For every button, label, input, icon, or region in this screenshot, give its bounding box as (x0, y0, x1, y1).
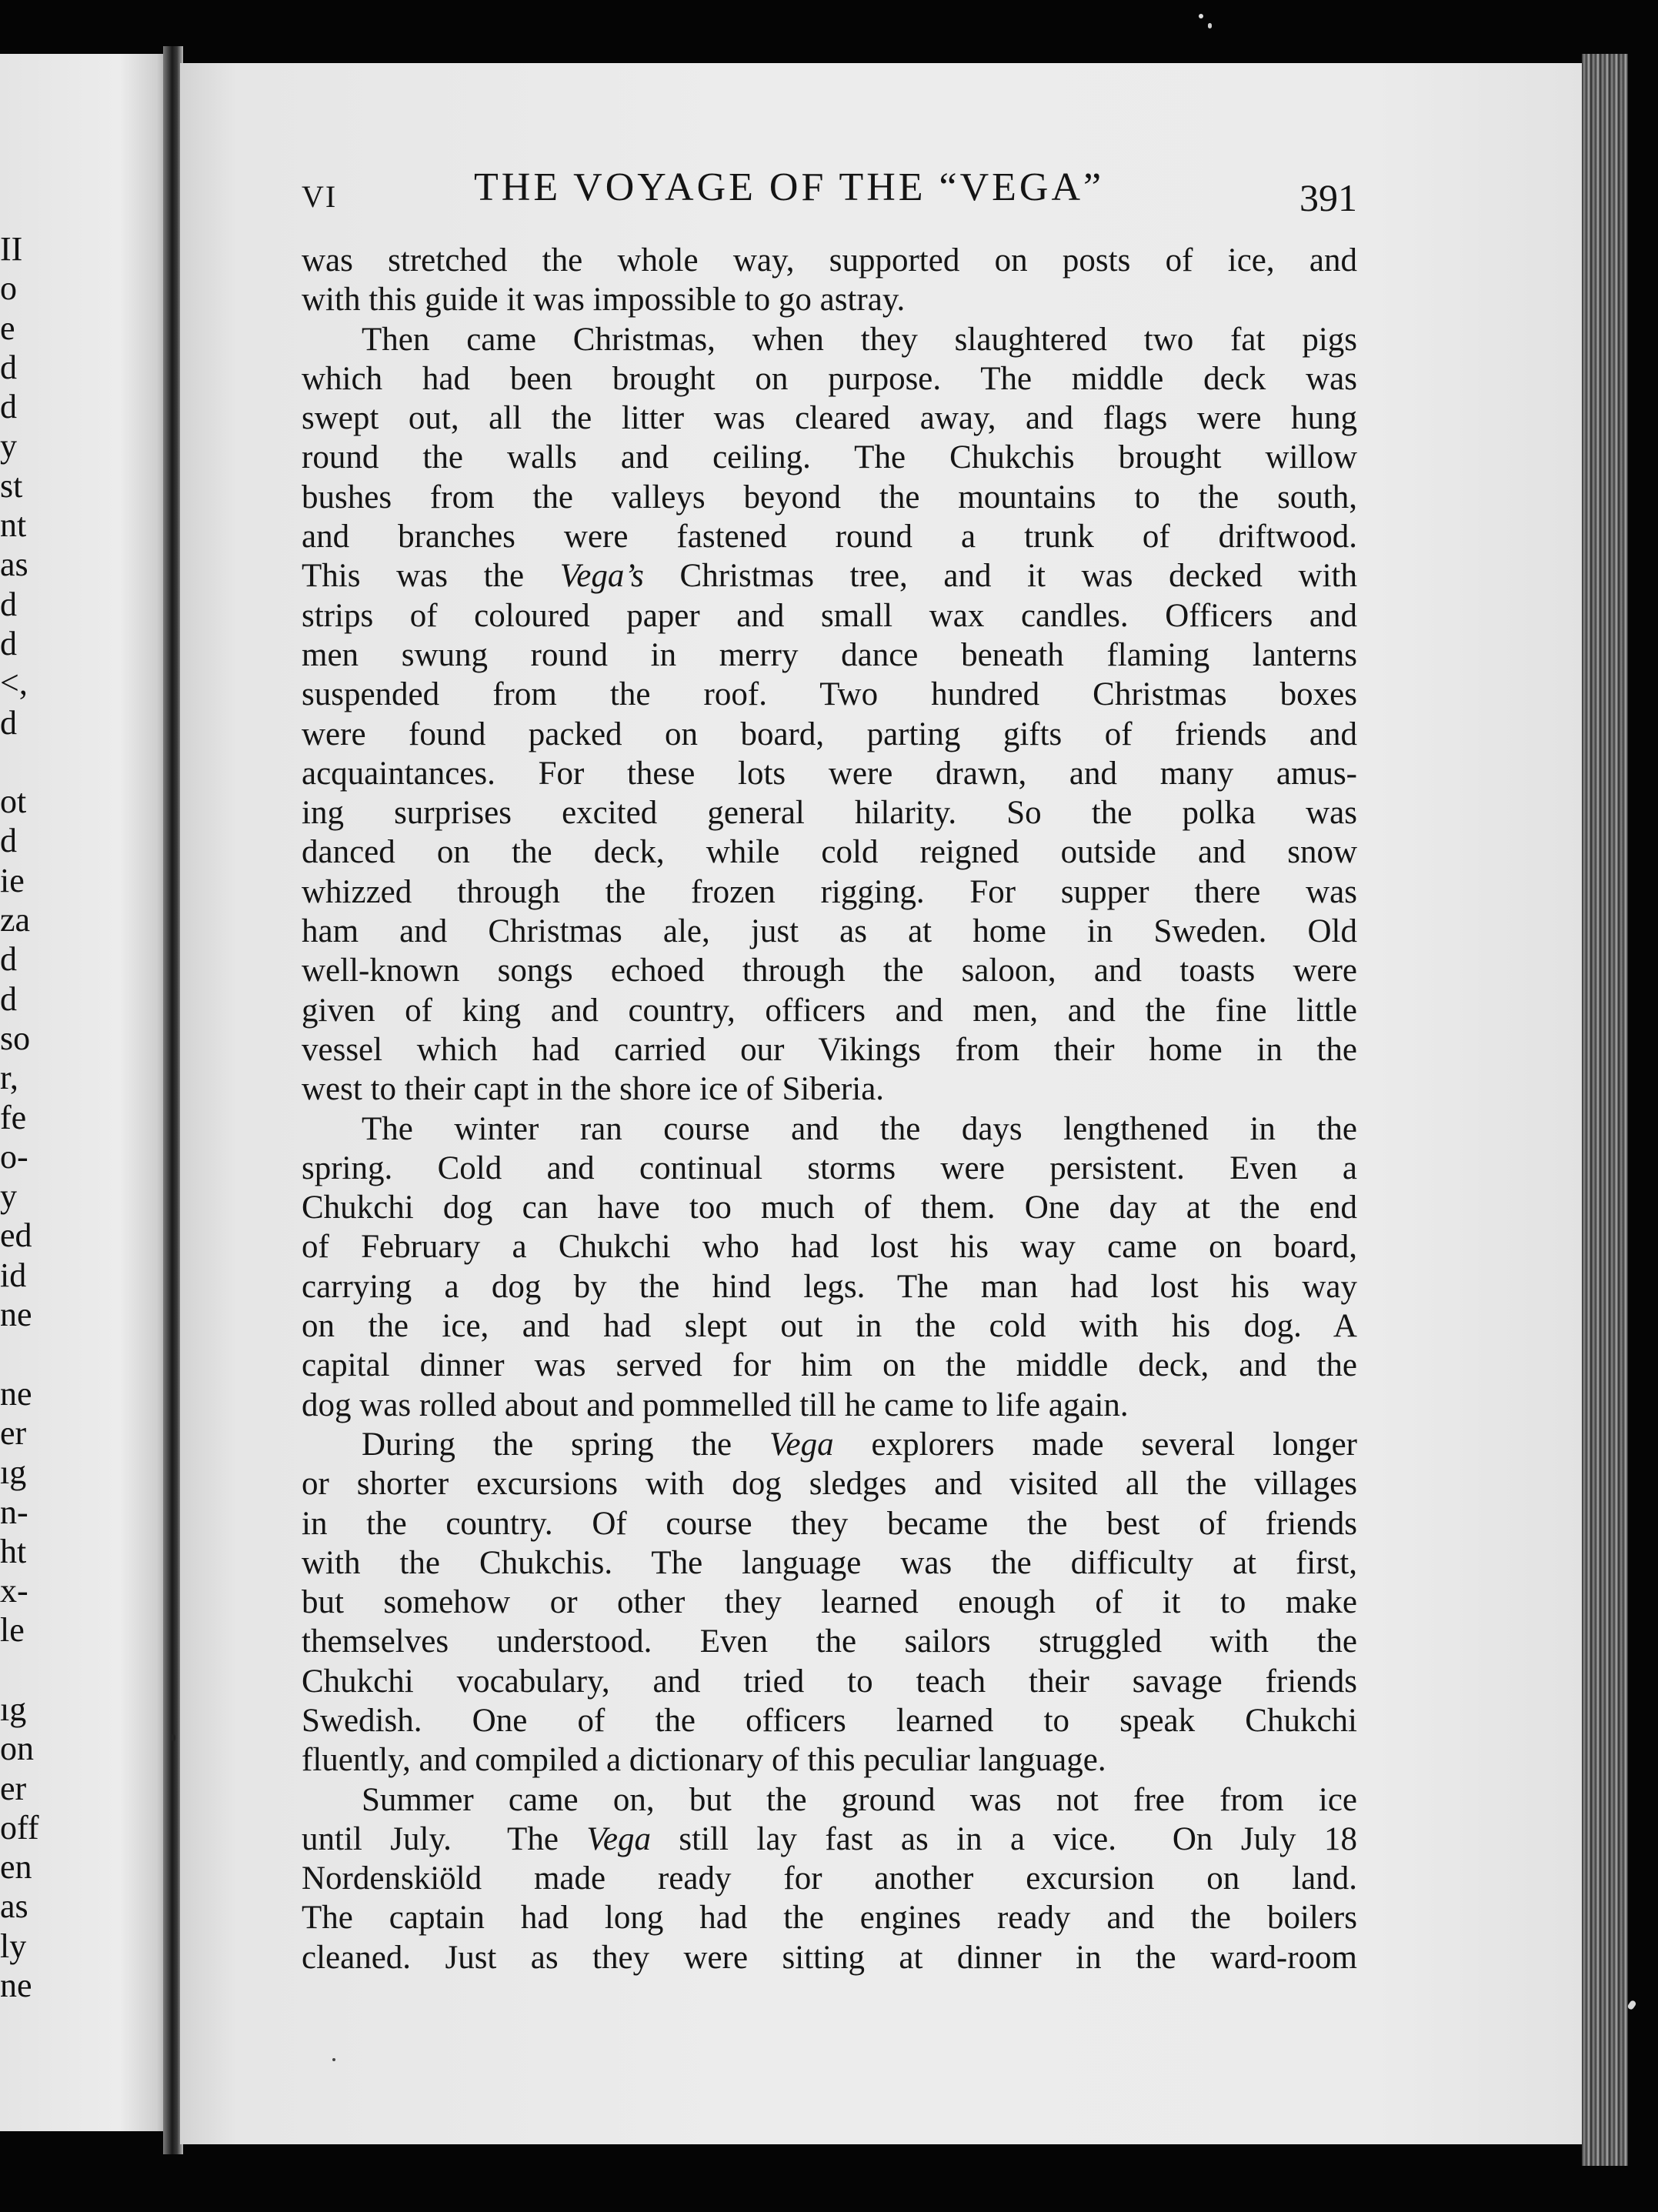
facing-page-fragment: d (0, 585, 17, 623)
facing-page-fragment: ıg (0, 1453, 27, 1492)
facing-page-fragment: ed (0, 1216, 32, 1255)
text-line: west to their capt in the shore ice of Siberia. (302, 1071, 885, 1108)
text-line: vessel which had carried our Vikings from their home in the (302, 1031, 1357, 1068)
body-text (302, 241, 1357, 1977)
facing-page-fragment: st (0, 466, 23, 505)
running-title: THE VOYAGE OF THE “VEGA” (474, 165, 1105, 209)
facing-page-fragment: za (0, 901, 31, 939)
facing-page-fragment: d (0, 822, 17, 860)
facing-page-fragment: id (0, 1256, 27, 1294)
text-line: The winter ran course and the days lengthened in the (362, 1110, 1357, 1147)
text-line: but somehow or other they learned enough of it to make (302, 1584, 1357, 1621)
dust-speck (1208, 23, 1212, 28)
text-line: swept out, all the litter was cleared away, and flags were hung (302, 400, 1357, 437)
facing-page-fragment: n- (0, 1493, 28, 1531)
text-line: fluently, and compiled a dictionary of this peculiar language. (302, 1742, 1106, 1779)
facing-page-fragment: on (0, 1730, 34, 1768)
facing-page-fragment: so (0, 1019, 31, 1057)
facing-page-fragment: r, (0, 1059, 18, 1097)
text-line: in the country. Of course they became the best of friends (302, 1505, 1357, 1542)
text-line: strips of coloured paper and small wax candles. Officers and (302, 597, 1357, 634)
text-line: of February a Chukchi who had lost his way came on board, (302, 1229, 1357, 1266)
facing-page-fragment: ne (0, 1296, 32, 1334)
text-line: carrying a dog by the hind legs. The man had lost his way (302, 1268, 1357, 1305)
facing-page-fragment (0, 1334, 31, 1373)
text-run: still lay fast as in a vice. On July 18 (650, 1820, 1357, 1857)
facing-page-fragment: fe (0, 1098, 27, 1136)
facing-page-fragment: ot (0, 782, 27, 821)
text-line: cleaned. Just as they were sitting at dinner in the ward-room (302, 1939, 1357, 1976)
text-line: given of king and country, officers and men, and the fine little (302, 992, 1357, 1029)
page-number: 391 (1299, 176, 1357, 219)
facing-page-fragment: o- (0, 1137, 28, 1176)
facing-page-fragment: d (0, 979, 17, 1018)
facing-page-fragment: nt (0, 506, 27, 545)
text-line: Chukchi vocabulary, and tried to teach their savage friends (302, 1663, 1357, 1700)
text-run: explorers made several longer (833, 1426, 1358, 1463)
facing-page-fragment: ie (0, 861, 25, 899)
facing-page-fragment: ne (0, 1374, 32, 1413)
text-line: round the walls and ceiling. The Chukchis brought willow (302, 439, 1357, 476)
text-line: and branches were fastened round a trunk of driftwood. (302, 519, 1357, 556)
facing-page-fragment: er (0, 1413, 27, 1452)
ink-spot (332, 2058, 335, 2061)
facing-page-fragment: d (0, 940, 17, 979)
italic-ship-name: Vega (769, 1426, 834, 1463)
dust-speck (1626, 2000, 1636, 2010)
facing-page-fragment: d (0, 624, 17, 662)
facing-page-fragment: y (0, 1177, 17, 1216)
text-line: suspended from the roof. Two hundred Christmas boxes (302, 676, 1357, 713)
text-line: ing surprises excited general hilarity. So the polka was (302, 795, 1357, 832)
text-line: with the Chukchis. The language was the difficulty at first, (302, 1544, 1357, 1581)
facing-page-edge (0, 54, 171, 2131)
dust-speck (1199, 14, 1203, 18)
text-line: themselves understood. Even the sailors struggled with the (302, 1623, 1357, 1660)
text-run: During the spring the (362, 1426, 770, 1463)
text-line: men swung round in merry dance beneath flaming lanterns (302, 636, 1357, 673)
facing-page-fragment: ne (0, 1967, 32, 2005)
text-line: bushes from the valleys beyond the mountains to the south, (302, 479, 1357, 515)
facing-page-fragment: o (0, 269, 17, 308)
text-line (302, 1425, 1357, 1464)
facing-page-fragment: e (0, 309, 15, 347)
facing-page-fragment: as (0, 1887, 28, 1926)
facing-page-fragment: II (0, 230, 23, 268)
text-line: dog was rolled about and pommelled till he came to life again. (302, 1386, 1129, 1423)
text-run: until July. The (302, 1820, 587, 1857)
facing-page-fragment: d (0, 388, 17, 426)
facing-page-fragment: off (0, 1808, 39, 1847)
text-line: danced on the deck, while cold reigned outside and snow (302, 834, 1357, 871)
text-line: whizzed through the frozen rigging. For supper there was (302, 873, 1357, 910)
facing-page-fragment (0, 742, 31, 782)
facing-page-fragment: x- (0, 1572, 28, 1610)
facing-page-fragment: ht (0, 1532, 27, 1570)
text-line: were found packed on board, parting gifts of friends and (302, 716, 1357, 752)
facing-page-fragment: d (0, 348, 17, 386)
facing-page-fragment: ıg (0, 1690, 27, 1728)
text-line: acquaintances. For these lots were drawn, and many amus- (302, 755, 1357, 792)
facing-page-fragment: er (0, 1769, 27, 1807)
facing-page-fragment: le (0, 1611, 25, 1650)
text-line: Then came Christmas, when they slaughtered two fat pigs (362, 321, 1357, 358)
text-line: Chukchi dog can have too much of them. One day at the end (302, 1189, 1357, 1226)
facing-page-fragment (0, 1650, 31, 1690)
facing-page-fragment: en (0, 1848, 32, 1887)
text-line: Swedish. One of the officers learned to speak Chukchi (302, 1702, 1357, 1739)
text-line: which had been brought on purpose. The middle deck was (302, 360, 1357, 397)
text-line: spring. Cold and continual storms were persistent. Even a (302, 1149, 1357, 1186)
ink-spot (171, 1734, 175, 1741)
chapter-numeral: VI (302, 179, 338, 214)
text-line: well-known songs echoed through the saloon, and toasts were (302, 953, 1357, 989)
italic-ship-name: Vega’s (559, 558, 644, 595)
facing-page-line-fragments (0, 229, 39, 2005)
facing-page-fragment: as (0, 545, 28, 584)
text-line: capital dinner was served for him on the middle deck, and the (302, 1347, 1357, 1384)
italic-ship-name: Vega (586, 1820, 651, 1857)
text-run: This was the (302, 558, 560, 595)
text-line: The captain had long had the engines ready and the boilers (302, 1900, 1357, 1937)
facing-page-fragment: <, (0, 664, 28, 702)
facing-page-fragment: d (0, 703, 17, 742)
facing-page-fragment: y (0, 427, 17, 465)
facing-page-fragment: ly (0, 1927, 27, 1965)
text-line (302, 1820, 1357, 1859)
page-block-edge (1582, 54, 1628, 2166)
text-line: Nordenskiöld made ready for another excursion on land. (302, 1860, 1357, 1897)
text-line: on the ice, and had slept out in the cold with his dog. A (302, 1308, 1357, 1345)
running-head (302, 162, 1357, 219)
text-run: Christmas tree, and it was decked with (643, 558, 1357, 595)
text-line: was stretched the whole way, supported on posts of ice, and (302, 242, 1357, 279)
text-line: with this guide it was impossible to go astray. (302, 282, 906, 319)
text-line: or shorter excursions with dog sledges and visited all the villages (302, 1466, 1357, 1503)
text-line: ham and Christmas ale, just as at home in Sweden. Old (302, 913, 1357, 950)
text-line: Summer came on, but the ground was not free from ice (362, 1781, 1357, 1818)
text-line (302, 556, 1357, 596)
